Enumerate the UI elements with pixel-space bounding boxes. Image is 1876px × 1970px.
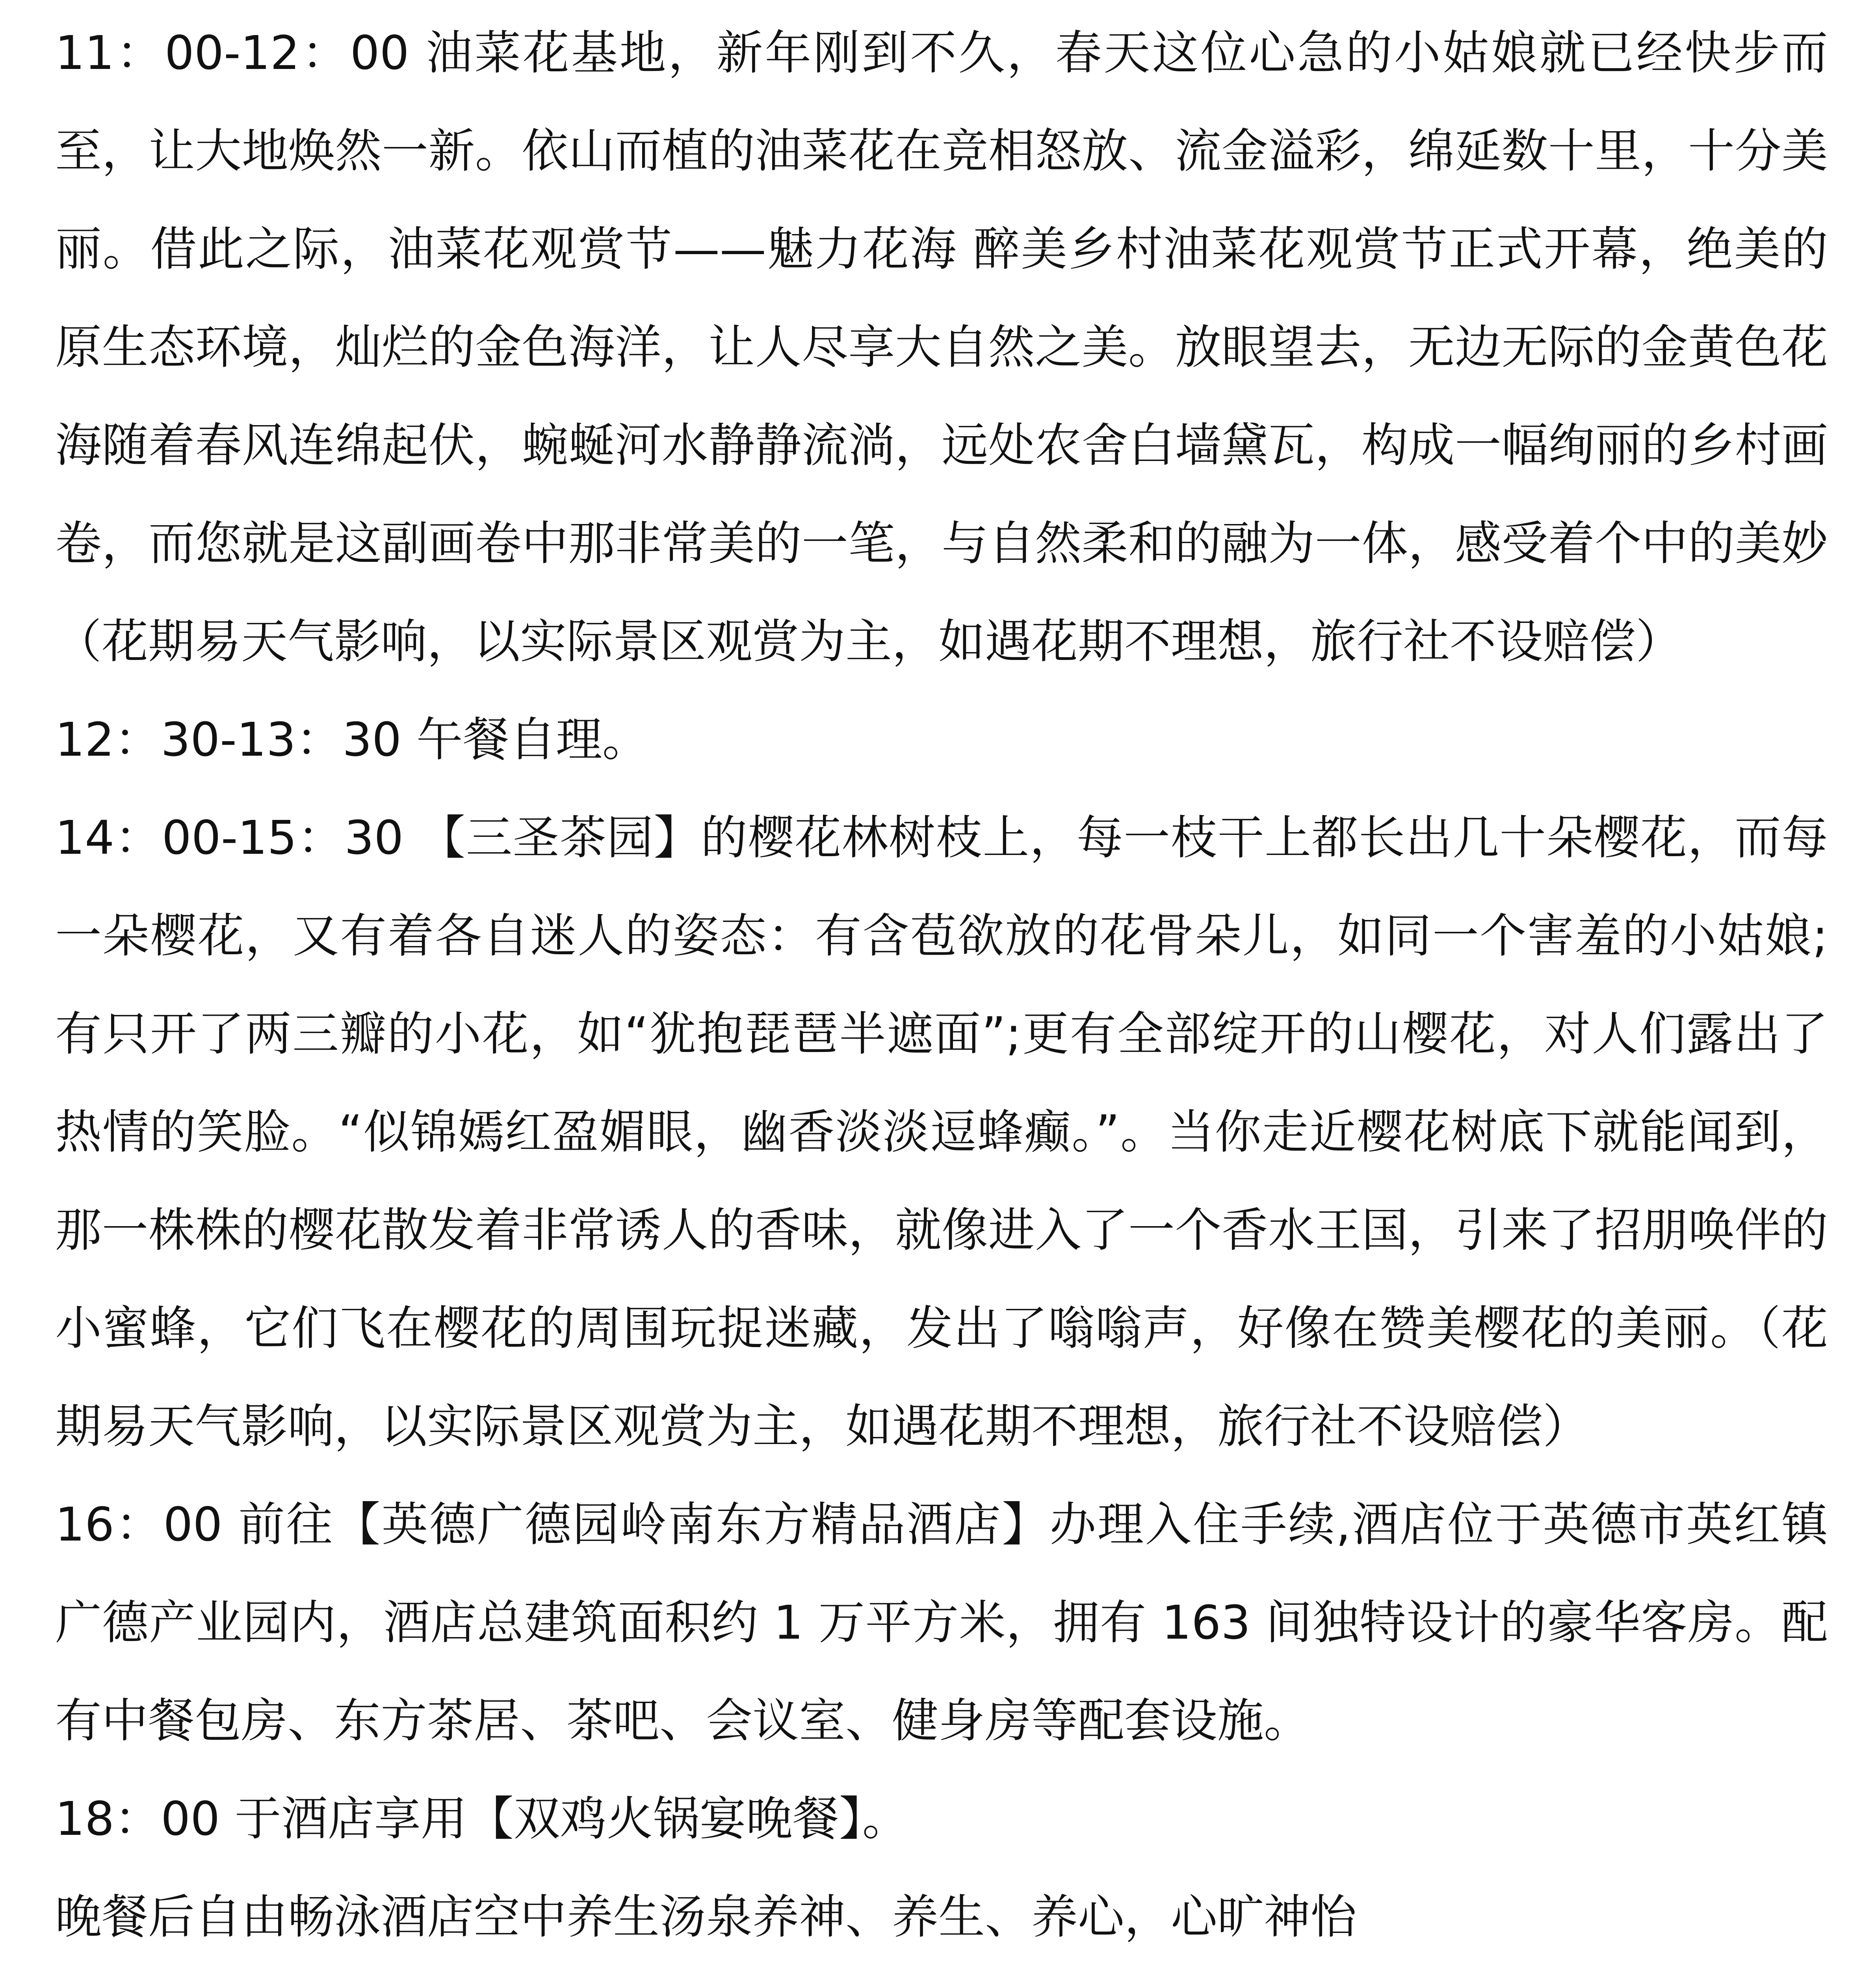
paragraph-dinner: 18：00 于酒店享用【双鸡火锅宴晚餐】。 (55, 1792, 909, 1846)
paragraph-tips (55, 1966, 1828, 1970)
paragraph-tea-garden: 14：00-15：30 【三圣茶园】的樱花林树枝上，每一枝干上都长出几十朵樱花，而每一朵樱花，又有着各自迷人的姿态：有含苞欲放的花骨朵儿，如同一个害羞的小姑娘;有只开了两三瓣的小花，如“犹抱琵琶半遮面”;更有全部绽开的山樱花，对人们露出了热情的笑脸。“似锦嫣红盈媚眼，幽香淡淡逗蜂癫。”。当你走近樱花树底下就能闻到，那一株株的樱花散发着非常诱人的香味，就像进入了一个香水王国，引来了招朋唤伴的小蜜蜂，它们飞在樱花的周围玩捉迷藏，发出了嗡嗡声，好像在赞美樱花的美丽。（花期易天气影响，以实际景区观赏为主，如遇花期不理想，旅行社不设赔偿） (55, 810, 1828, 1453)
paragraph-hot-spring: 晚餐后自由畅泳酒店空中养生汤泉养神、养生、养心，心旷神怡 (55, 1890, 1357, 1944)
paragraph-hotel-checkin: 16：00 前往【英德广德园岭南东方精品酒店】办理入住手续,酒店位于英德市英红镇广德产业园内，酒店总建筑面积约 1 万平方米，拥有 163 间独特设计的豪华客房。配有中餐包房、东方茶居、茶吧、会议室、健身房等配套设施。 (55, 1497, 1828, 1748)
document-body (55, 0, 1828, 1970)
paragraph-lunch: 12：30-13：30 午餐自理。 (55, 712, 649, 767)
paragraph-rapeseed-base: 11：00-12：00 油菜花基地，新年刚到不久，春天这位心急的小姑娘就已经快步而至，让大地焕然一新。依山而植的油菜花在竞相怒放、流金溢彩，绵延数十里，十分美丽。借此之际，油菜花观赏节——魅力花海 醉美乡村油菜花观赏节正式开幕，绝美的原生态环境，灿烂的金色海洋，让人尽享大自然之美。放眼望去，无边无际的金黄色花海随着春风连绵起伏，蜿蜒河水静静流淌，远处农舍白墙黛瓦，构成一幅绚丽的乡村画卷，而您就是这副画卷中那非常美的一笔，与自然柔和的融为一体，感受着个中的美妙（花期易天气影响，以实际景区观赏为主，如遇花期不理想，旅行社不设赔偿） (55, 26, 1828, 669)
